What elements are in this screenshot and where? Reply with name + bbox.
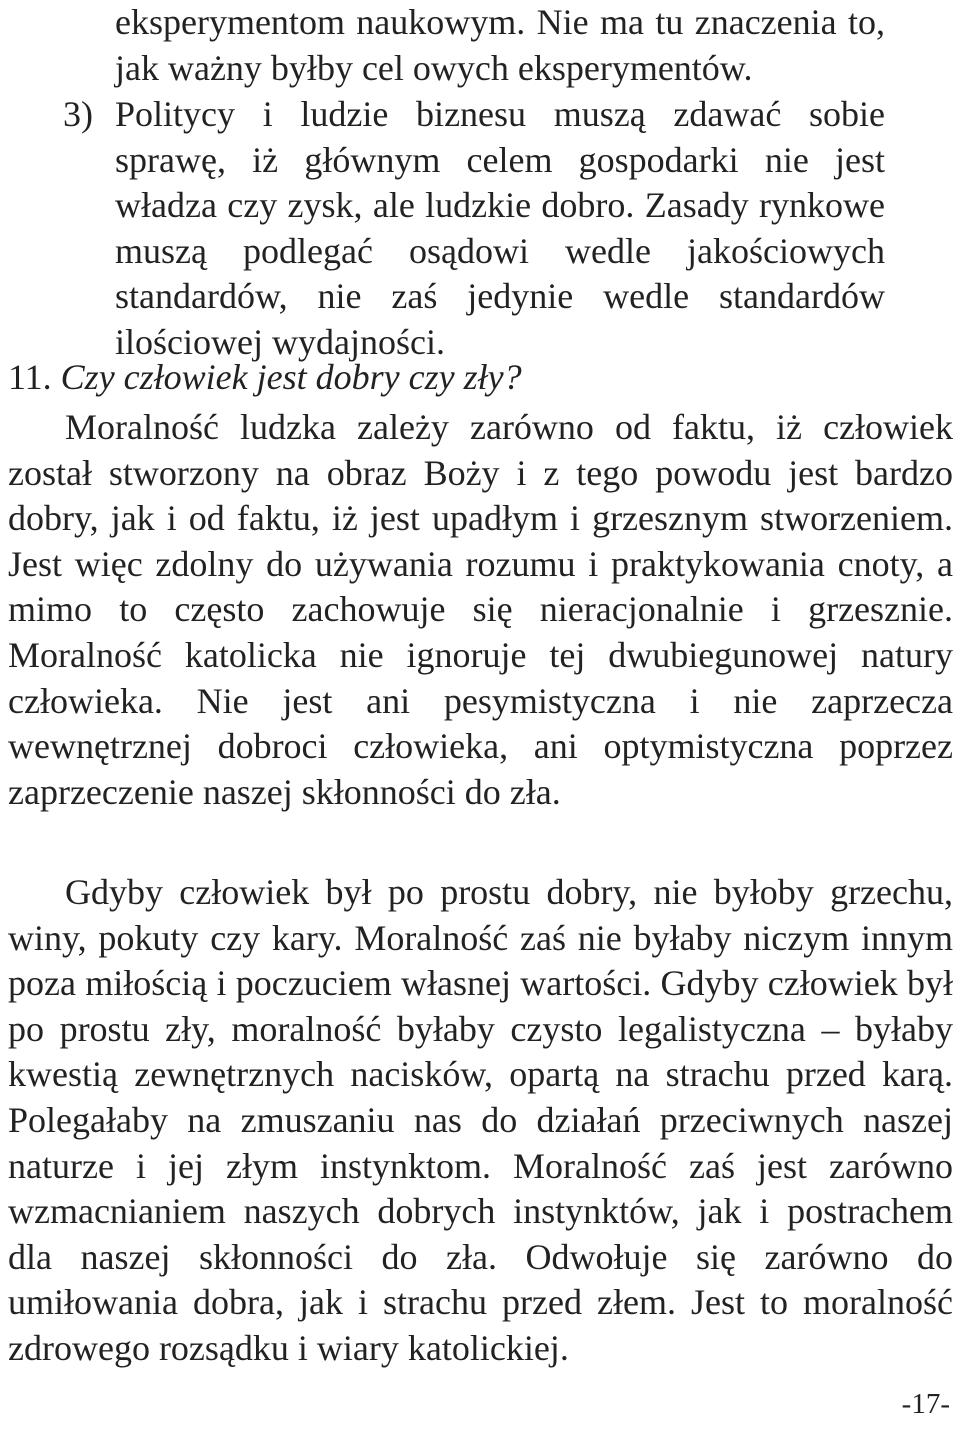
body-paragraph-1: Moralność ludzka zależy zarówno od faktu, iż człowiek został stworzony na obraz Boży i z tego powodu jest bardzo dobry, jak i od faktu, iż jest upadłym i grzesznym stworzeniem. Jest więc zdolny do używania rozumu i praktykowania cnoty, a mimo to często zachowuje się nieracjonalnie i grzesznie. Moralność katolicka nie ignoruje tej dwubiegunowej natury człowieka. Nie jest ani pesymistyczna i nie zaprzecza wewnętrznej dobroci człowieka, ani optymistyczna poprzez zaprzeczenie naszej skłonności do zła. <box>8 407 953 812</box>
section-heading <box>8 355 953 401</box>
list-item-text: Politycy i ludzie biznesu muszą zdawać sobie sprawę, iż głównym celem gospodarki nie jest władza czy zysk, ale ludzkie dobro. Zasady rynkowe muszą podlegać osądowi wedle jakościowych standardów, nie zaś jedynie wedle standardów ilościowej wydajności. <box>115 94 885 362</box>
body-paragraph-2: Gdyby człowiek był po prostu dobry, nie byłoby grzechu, winy, pokuty czy kary. Moralność zaś nie byłaby niczym innym poza miłością i poczuciem własnej wartości. Gdyby człowiek był po prostu zły, moralność byłaby czysto legalistyczna – byłaby kwestią zewnętrznych nacisków, opartą na strachu przed karą. Polegałaby na zmuszaniu nas do działań przeciwnych naszej naturze i jej złym instynktom. Moralność zaś jest zarówno wzmacnianiem naszych dobrych instynktów, jak i postrachem dla naszej skłonności do zła. Odwołuje się zarówno do umiłowania dobra, jak i strachu przed złem. Jest to moralność zdrowego rozsądku i wiary katolickiej. <box>8 872 953 1368</box>
continuation-paragraph: eksperymentom naukowym. Nie ma tu znaczenia to, jak ważny byłby cel owych eksperymentów. <box>115 2 885 88</box>
section-title: Czy człowiek jest dobry czy zły? <box>60 357 522 397</box>
page-number: -17- <box>901 1388 950 1420</box>
list-item-number: 3) <box>63 94 93 134</box>
list-item-3 <box>63 92 885 366</box>
section-number: 11. <box>8 357 52 397</box>
